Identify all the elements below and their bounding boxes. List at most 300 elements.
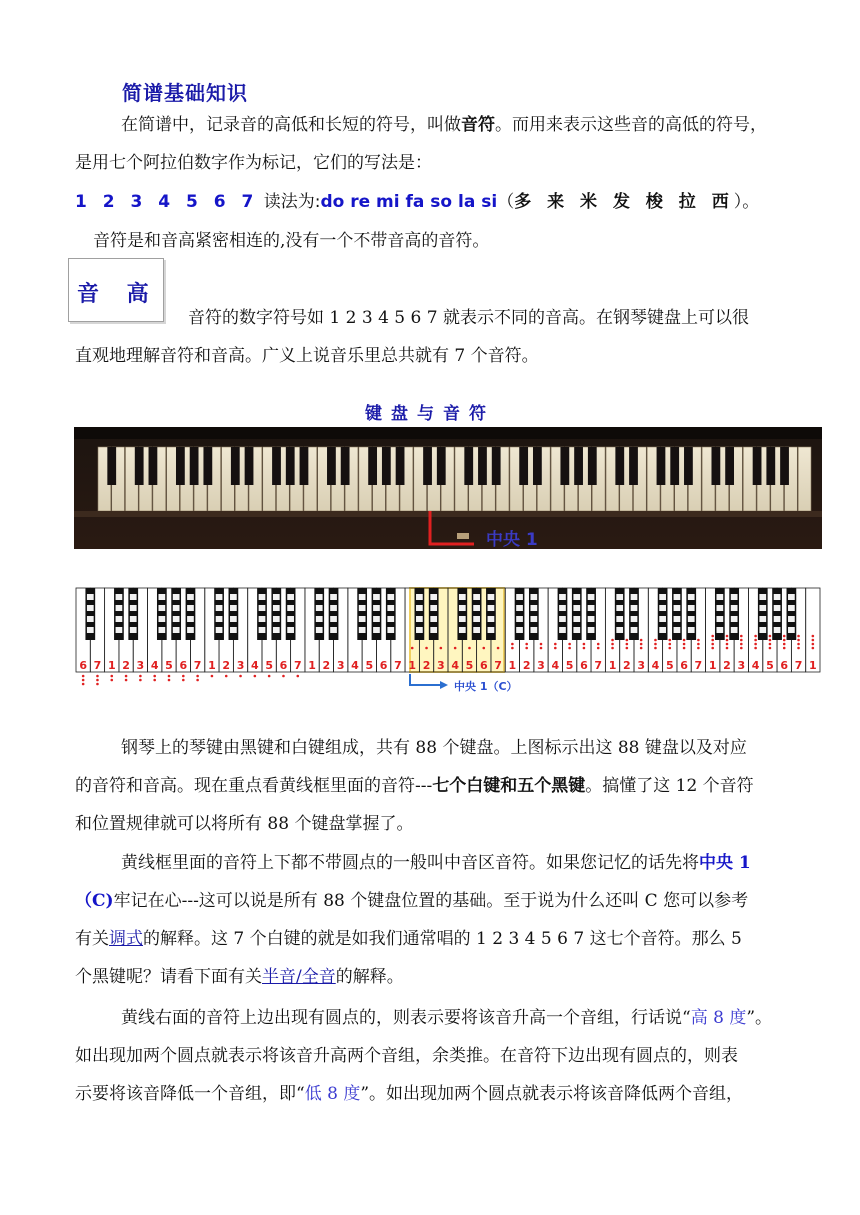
- chart-black-key-label: [359, 627, 366, 633]
- chart-black-key-label: [316, 605, 323, 611]
- octave-dot: [769, 639, 772, 642]
- chart-black-key-label: [173, 627, 180, 633]
- photo-black-key: [492, 447, 501, 485]
- note-syllables: do re mi fa so la si: [320, 192, 498, 212]
- chart-black-key-label: [87, 594, 94, 600]
- chart-black-key-label: [759, 594, 766, 600]
- chart-black-key-label: [273, 627, 280, 633]
- chart-black-key-label: [488, 616, 495, 622]
- octave-dot: [525, 643, 528, 646]
- chart-black-key-label: [158, 627, 165, 633]
- chart-black-key-label: [659, 594, 666, 600]
- doc-title: 简谱基础知识: [122, 81, 248, 105]
- photo-black-key: [176, 447, 185, 485]
- chart-black-key-label: [430, 594, 437, 600]
- chart-black-key-label: [216, 616, 223, 622]
- chart-black-key-label: [488, 627, 495, 633]
- chart-black-key-label: [659, 616, 666, 622]
- photo-black-key: [149, 447, 158, 485]
- chart-black-key-label: [416, 627, 423, 633]
- photo-black-key: [327, 447, 336, 485]
- chart-black-key-label: [616, 627, 623, 633]
- paragraph-7-line-3: 示要将该音降低一个音组，即“低 8 度”。如出现加两个圆点就表示将该音降低两个音组，: [75, 1084, 744, 1104]
- chart-note-number: 3: [236, 659, 245, 672]
- photo-black-key: [478, 447, 487, 485]
- octave-dot: [611, 643, 614, 646]
- chart-note-number: 5: [766, 659, 774, 672]
- chart-black-key-label: [158, 605, 165, 611]
- chart-black-key-label: [373, 605, 380, 611]
- chart-black-key-label: [130, 627, 137, 633]
- photo-black-key: [725, 447, 734, 485]
- arrow-head-icon: [440, 681, 448, 689]
- octave-dot: [640, 643, 643, 646]
- photo-black-key: [574, 447, 583, 485]
- photo-black-key: [560, 447, 569, 485]
- octave-dot: [697, 647, 700, 650]
- chart-black-key-label: [230, 627, 237, 633]
- photo-black-key: [382, 447, 391, 485]
- octave-dot: [96, 675, 99, 678]
- octave-dot: [769, 647, 772, 650]
- octave-dot: [611, 639, 614, 642]
- chart-note-number: 7: [193, 659, 202, 672]
- chart-note-number: 4: [251, 659, 259, 672]
- octave-dot: [82, 683, 85, 686]
- octave-dot: [125, 675, 128, 678]
- chart-black-key-label: [187, 594, 194, 600]
- photo-white-key: [798, 447, 811, 511]
- chart-black-key-label: [387, 605, 394, 611]
- chart-black-key-label: [230, 605, 237, 611]
- octave-dot: [783, 643, 786, 646]
- octave-dot: [125, 679, 128, 682]
- paragraph-1-line-2: 是用七个阿拉伯数字作为标记，它们的写法是：: [75, 153, 432, 173]
- chart-note-number: 1: [107, 659, 116, 672]
- mode-link[interactable]: 调式: [109, 929, 143, 949]
- chart-note-number: 6: [79, 659, 87, 672]
- octave-dot: [783, 639, 786, 642]
- octave-dot: [797, 639, 800, 642]
- octave-dot: [812, 647, 815, 650]
- octave-dot: [654, 647, 657, 650]
- chart-note-number: 5: [365, 659, 374, 672]
- chart-note-number: 6: [580, 659, 588, 672]
- photo-black-key: [245, 447, 254, 485]
- chart-black-key-label: [330, 627, 337, 633]
- chart-note-number: 6: [479, 659, 488, 672]
- photo-black-key: [519, 447, 528, 485]
- keyhole-icon: [457, 533, 469, 539]
- octave-dot: [726, 639, 729, 642]
- chart-black-key-label: [774, 605, 781, 611]
- chart-black-key-label: [430, 627, 437, 633]
- octave-dot: [425, 647, 428, 650]
- chart-black-key-label: [87, 616, 94, 622]
- octave-dot: [654, 639, 657, 642]
- octave-dot: [754, 647, 757, 650]
- middle-c-photo-label: 中央 1: [486, 530, 538, 549]
- chart-black-key-label: [788, 616, 795, 622]
- chart-black-key-label: [631, 616, 638, 622]
- octave-dot: [511, 647, 514, 650]
- chart-note-number: 1: [208, 659, 216, 672]
- octave-dot: [697, 639, 700, 642]
- chart-note-number: 1: [608, 659, 617, 672]
- paragraph-3: 音符是和音高紧密相连的,没有一个不带音高的音符。: [93, 231, 490, 251]
- chart-black-key-label: [674, 605, 681, 611]
- chart-black-key-label: [230, 594, 237, 600]
- octave-dot: [482, 647, 485, 650]
- octave-dot: [82, 679, 85, 682]
- chart-black-key-label: [688, 627, 695, 633]
- chart-black-key-label: [373, 627, 380, 633]
- chart-black-key-label: [759, 605, 766, 611]
- chart-black-key-label: [788, 594, 795, 600]
- chart-note-number: 6: [680, 659, 688, 672]
- chart-black-key-label: [588, 616, 595, 622]
- chart-black-key-label: [559, 616, 566, 622]
- photo-black-key: [437, 447, 446, 485]
- octave-up-term: 高 8 度: [690, 1008, 747, 1028]
- photo-black-key: [203, 447, 212, 485]
- chart-black-key-label: [287, 616, 294, 622]
- octave-dot: [812, 635, 815, 638]
- octave-dot: [726, 643, 729, 646]
- chart-black-key-label: [459, 616, 466, 622]
- chart-black-key-label: [573, 605, 580, 611]
- octave-dot: [440, 647, 443, 650]
- octave-dot: [168, 675, 171, 678]
- chart-note-number: 6: [279, 659, 288, 672]
- octave-dot: [769, 643, 772, 646]
- chart-black-key-label: [731, 627, 738, 633]
- octave-dot: [740, 639, 743, 642]
- chart-black-key-label: [731, 616, 738, 622]
- paragraph-6-line-1: 黄线框里面的音符上下都不带圆点的一般叫中音区音符。如果您记忆的话先将中央 1: [121, 853, 751, 873]
- octave-dot: [812, 643, 815, 646]
- chart-black-key-label: [516, 605, 523, 611]
- chart-note-number: 3: [437, 659, 445, 672]
- octave-dot: [554, 647, 557, 650]
- octave-dot: [754, 635, 757, 638]
- octave-dot: [769, 635, 772, 638]
- octave-dot: [168, 679, 171, 682]
- chart-black-key-label: [316, 627, 323, 633]
- chart-black-key-label: [488, 605, 495, 611]
- chart-black-key-label: [216, 594, 223, 600]
- chart-black-key-label: [573, 627, 580, 633]
- chart-black-key-label: [716, 627, 723, 633]
- chart-black-key-label: [173, 616, 180, 622]
- chart-black-key-label: [488, 594, 495, 600]
- chart-black-key-label: [216, 605, 223, 611]
- chart-black-key-label: [674, 627, 681, 633]
- photo-black-key: [533, 447, 542, 485]
- octave-dot: [711, 643, 714, 646]
- chart-note-number: 6: [379, 659, 388, 672]
- photo-black-key: [396, 447, 405, 485]
- octave-dot: [583, 647, 586, 650]
- photo-black-key: [135, 447, 144, 485]
- chart-black-key-label: [516, 616, 523, 622]
- octave-dot: [110, 679, 113, 682]
- chart-black-key-label: [116, 605, 123, 611]
- chart-note-number: 2: [322, 659, 331, 672]
- octave-dot: [268, 675, 271, 678]
- chart-black-key-label: [130, 594, 137, 600]
- chart-black-key-label: [430, 616, 437, 622]
- chart-note-number: 2: [522, 659, 531, 672]
- octave-dot: [82, 675, 85, 678]
- chart-black-key-label: [573, 616, 580, 622]
- chart-note-number: 5: [565, 659, 574, 672]
- chart-black-key-label: [631, 627, 638, 633]
- chart-black-key-label: [273, 616, 280, 622]
- octave-dot: [597, 643, 600, 646]
- paragraph-6-line-3: 有关调式的解释。这 7 个白键的就是如我们通常唱的 1 2 3 4 5 6 7 这七个音符。那么 5: [75, 929, 742, 949]
- chart-note-number: 3: [737, 659, 746, 672]
- chart-black-key-label: [273, 594, 280, 600]
- paragraph-4-line-2: 直观地理解音符和音高。广义上说音乐里总共就有 7 个音符。: [75, 346, 539, 366]
- octave-dot: [211, 675, 214, 678]
- chart-black-key-label: [559, 627, 566, 633]
- photo-black-key: [670, 447, 679, 485]
- octave-dot: [797, 647, 800, 650]
- chart-black-key-label: [659, 627, 666, 633]
- term-note: 音符: [461, 115, 495, 135]
- octave-dot: [740, 647, 743, 650]
- octave-dot: [139, 679, 142, 682]
- chart-black-key-label: [259, 627, 266, 633]
- chart-black-key-label: [516, 627, 523, 633]
- photo-black-key: [231, 447, 240, 485]
- paragraph-4-line-1: 音符的数字符号如 1 2 3 4 5 6 7 就表示不同的音高。在钢琴键盘上可以很: [188, 308, 749, 328]
- octave-dot: [812, 639, 815, 642]
- photo-black-key: [286, 447, 295, 485]
- octave-dot: [726, 647, 729, 650]
- middle-c-term: 中央 1: [699, 853, 751, 873]
- paragraph-5-line-3: 和位置规律就可以将所有 88 个键盘掌握了。: [75, 814, 414, 834]
- photo-black-key: [629, 447, 638, 485]
- chart-black-key-label: [731, 605, 738, 611]
- chart-black-key-label: [616, 594, 623, 600]
- photo-black-key: [464, 447, 473, 485]
- photo-black-key: [588, 447, 597, 485]
- chart-black-key-label: [774, 594, 781, 600]
- chart-black-key-label: [473, 627, 480, 633]
- chart-black-key-label: [359, 616, 366, 622]
- paragraph-6-line-4: 个黑键呢？请看下面有关半音/全音的解释。: [75, 967, 404, 987]
- chart-note-number: 4: [351, 659, 359, 672]
- octave-dot: [654, 643, 657, 646]
- chart-black-key-label: [559, 605, 566, 611]
- octave-dot: [225, 675, 228, 678]
- octave-dot: [568, 647, 571, 650]
- photo-black-key: [711, 447, 720, 485]
- chart-black-key-label: [759, 616, 766, 622]
- octave-dot: [525, 647, 528, 650]
- chart-black-key-label: [788, 605, 795, 611]
- chart-note-number: 4: [451, 659, 459, 672]
- octave-dot: [96, 679, 99, 682]
- chart-black-key-label: [530, 605, 537, 611]
- chart-black-key-label: [130, 605, 137, 611]
- chart-note-number: 5: [265, 659, 273, 672]
- notes-line: 1 2 3 4 5 6 7 读法为:do re mi fa so la si（多 来 米 发 梭 拉 西）。: [75, 192, 760, 212]
- octave-dot: [711, 635, 714, 638]
- section-heading: 音 高: [77, 281, 159, 307]
- chart-black-key-label: [259, 594, 266, 600]
- chart-note-number: 7: [93, 659, 102, 672]
- chart-black-key-label: [116, 594, 123, 600]
- octave-dot: [640, 647, 643, 650]
- chart-black-key-label: [387, 594, 394, 600]
- chart-black-key-label: [616, 605, 623, 611]
- chart-note-number: 7: [494, 659, 502, 672]
- octave-dot: [611, 647, 614, 650]
- octave-dot: [153, 679, 156, 682]
- chart-note-number: 4: [651, 659, 660, 672]
- octave-dot: [640, 639, 643, 642]
- chart-black-key-label: [87, 605, 94, 611]
- chart-note-number: 3: [637, 659, 645, 672]
- octave-dot: [411, 647, 414, 650]
- octave-dot: [196, 679, 199, 682]
- octave-dot: [683, 643, 686, 646]
- chart-note-number: 1: [508, 659, 517, 672]
- chart-black-key-label: [459, 605, 466, 611]
- chart-note-number: 3: [136, 659, 145, 672]
- octave-dot: [697, 643, 700, 646]
- octave-dot: [740, 643, 743, 646]
- photo-black-key: [423, 447, 432, 485]
- chart-note-number: 1: [708, 659, 717, 672]
- chart-note-number: 1: [408, 659, 417, 672]
- chart-black-key-label: [559, 594, 566, 600]
- chart-black-key-label: [259, 605, 266, 611]
- chart-black-key-label: [530, 627, 537, 633]
- chart-black-key-label: [187, 616, 194, 622]
- figure-caption: 键盘与音符: [365, 404, 495, 424]
- chart-black-key-label: [387, 627, 394, 633]
- chart-black-key-label: [158, 594, 165, 600]
- chart-black-key-label: [416, 605, 423, 611]
- octave-dot: [726, 635, 729, 638]
- chart-black-key-label: [316, 616, 323, 622]
- octave-dot: [740, 635, 743, 638]
- octave-dot: [668, 639, 671, 642]
- chart-black-key-label: [716, 616, 723, 622]
- chart-black-key-label: [216, 627, 223, 633]
- chart-black-key-label: [158, 616, 165, 622]
- chart-black-key-label: [659, 605, 666, 611]
- chart-note-number: 7: [694, 659, 703, 672]
- octave-dot: [468, 647, 471, 650]
- chart-black-key-label: [287, 605, 294, 611]
- chart-black-key-label: [273, 605, 280, 611]
- chart-black-key-label: [387, 616, 394, 622]
- chart-note-number: 1: [809, 659, 817, 672]
- octave-dot: [254, 675, 257, 678]
- octave-dot: [296, 675, 299, 678]
- chart-black-key-label: [674, 594, 681, 600]
- chart-black-key-label: [688, 594, 695, 600]
- note-numbers: 1 2 3 4 5 6 7: [75, 192, 259, 212]
- chart-black-key-label: [173, 594, 180, 600]
- middle-c-chart-label: 中央 1（C）: [454, 680, 518, 693]
- photo-black-key: [107, 447, 116, 485]
- emphasis-keys: 七个白键和五个黑键: [432, 776, 586, 796]
- piano-keyboard-photo: [74, 427, 822, 549]
- semitone-link[interactable]: 半音/全音: [262, 967, 336, 987]
- chart-black-key-label: [316, 594, 323, 600]
- chart-black-key-label: [774, 616, 781, 622]
- octave-dot: [797, 635, 800, 638]
- paragraph-7-line-1: 黄线右面的音符上边出现有圆点的，则表示要将该音升高一个音组，行话说“高 8 度”。: [121, 1008, 773, 1028]
- chart-black-key-label: [716, 594, 723, 600]
- paragraph-5-line-2: 的音符和音高。现在重点看黄线框里面的音符---七个白键和五个黑键。搞懂了这 12 个音符: [75, 776, 754, 796]
- octave-dot: [711, 639, 714, 642]
- octave-dot: [783, 635, 786, 638]
- chart-black-key-label: [287, 594, 294, 600]
- photo-black-key: [190, 447, 199, 485]
- octave-dot: [754, 639, 757, 642]
- section-heading-box: [68, 258, 164, 322]
- octave-dot: [583, 643, 586, 646]
- chart-black-key-label: [373, 616, 380, 622]
- photo-black-key: [272, 447, 281, 485]
- photo-black-key: [657, 447, 666, 485]
- octave-dot: [454, 647, 457, 650]
- chart-note-number: 5: [665, 659, 674, 672]
- chart-note-number: 7: [594, 659, 603, 672]
- octave-dot: [497, 647, 500, 650]
- photo-black-key: [766, 447, 775, 485]
- octave-dot: [797, 643, 800, 646]
- octave-dot: [626, 647, 629, 650]
- chart-black-key-label: [259, 616, 266, 622]
- chart-black-key-label: [716, 605, 723, 611]
- chart-black-key-label: [530, 616, 537, 622]
- chart-note-number: 2: [723, 659, 731, 672]
- chart-black-key-label: [330, 594, 337, 600]
- chart-black-key-label: [788, 627, 795, 633]
- chart-black-key-label: [359, 605, 366, 611]
- octave-dot: [282, 675, 285, 678]
- octave-dot: [110, 675, 113, 678]
- photo-black-key: [300, 447, 309, 485]
- chart-note-number: 7: [794, 659, 803, 672]
- octave-dot: [540, 647, 543, 650]
- chart-black-key-label: [230, 616, 237, 622]
- octave-dot: [668, 647, 671, 650]
- paragraph-1-line-1: 在简谱中，记录音的高低和长短的符号，叫做音符。而用来表示这些音的高低的符号，: [121, 115, 767, 135]
- chart-black-key-label: [631, 594, 638, 600]
- paragraph-7-line-2: 如出现加两个圆点就表示将该音升高两个音组，余类推。在音符下边出现有圆点的，则表: [75, 1046, 738, 1066]
- chart-note-number: 2: [122, 659, 130, 672]
- octave-dot: [783, 647, 786, 650]
- chart-black-key-label: [116, 627, 123, 633]
- chart-black-key-label: [473, 616, 480, 622]
- octave-dot: [597, 647, 600, 650]
- chart-black-key-label: [359, 594, 366, 600]
- octave-dot: [554, 643, 557, 646]
- octave-dot: [711, 647, 714, 650]
- octave-dot: [239, 675, 242, 678]
- chart-note-number: 2: [222, 659, 231, 672]
- chart-black-key-label: [416, 594, 423, 600]
